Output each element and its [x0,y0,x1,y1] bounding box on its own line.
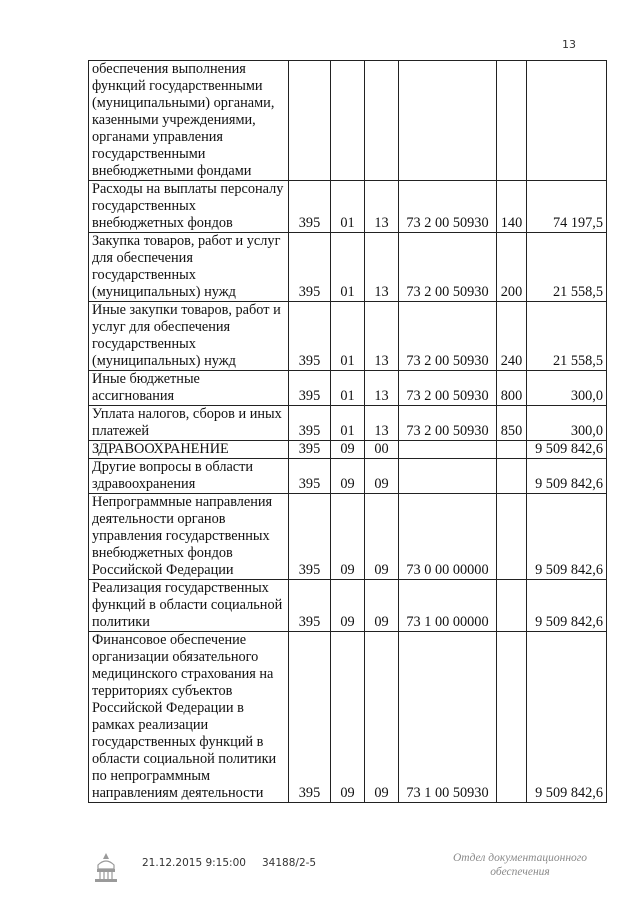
cell-target-article: 73 1 00 00000 [399,580,497,632]
cell-name: Расходы на выплаты персоналу государственных внебюджетных фондов [89,181,289,233]
footer-date: 21.12.2015 9:15:00 [142,857,246,869]
cell-section: 01 [331,302,365,371]
cell-name: Уплата налогов, сборов и иных платежей [89,406,289,441]
table-row [89,61,607,181]
cell-expense-type: 200 [497,233,527,302]
cell-section: 09 [331,459,365,494]
cell-target-article: 73 2 00 50930 [399,233,497,302]
cell-sum [527,61,607,181]
cell-target-article: 73 2 00 50930 [399,302,497,371]
footer-document-code: 34188/2-5 [262,857,317,869]
cell-ministry: 395 [289,302,331,371]
cell-section: 01 [331,181,365,233]
cell-name: Непрограммные направления деятельности органов управления государственных внебюджетных фондов Российской Федерации [89,494,289,580]
cell-ministry: 395 [289,371,331,406]
cell-name: Закупка товаров, работ и услуг для обеспечения государственных (муниципальных) нужд [89,233,289,302]
table-row [89,459,607,494]
cell-expense-type: 240 [497,302,527,371]
cell-section: 09 [331,441,365,459]
cell-target-article [399,441,497,459]
cell-expense-type [497,61,527,181]
cell-target-article [399,61,497,181]
table-row [89,632,607,803]
cell-name: Реализация государственных функций в области социальной политики [89,580,289,632]
cell-name: ЗДРАВООХРАНЕНИЕ [89,441,289,459]
department-stamp [440,851,600,879]
cell-ministry: 395 [289,494,331,580]
cell-sum: 21 558,5 [527,233,607,302]
cell-expense-type [497,459,527,494]
cell-ministry: 395 [289,181,331,233]
cell-name: Иные бюджетные ассигнования [89,371,289,406]
cell-ministry [289,61,331,181]
table-row [89,580,607,632]
cell-ministry: 395 [289,580,331,632]
cell-ministry: 395 [289,441,331,459]
cell-subsection: 09 [365,459,399,494]
table-row [89,441,607,459]
cell-section: 09 [331,494,365,580]
cell-sum: 74 197,5 [527,181,607,233]
cell-subsection: 13 [365,181,399,233]
cell-subsection [365,61,399,181]
table-row [89,494,607,580]
page-number: 13 [562,38,576,51]
cell-section [331,61,365,181]
cell-subsection: 00 [365,441,399,459]
page-footer [0,845,640,905]
cell-sum: 9 509 842,6 [527,459,607,494]
cell-expense-type: 140 [497,181,527,233]
cell-section: 09 [331,580,365,632]
cell-subsection: 13 [365,233,399,302]
budget-table [88,60,607,803]
cell-subsection: 09 [365,494,399,580]
cell-subsection: 13 [365,302,399,371]
stamp-line-2: обеспечения [490,866,550,878]
cell-expense-type [497,580,527,632]
cell-ministry: 395 [289,632,331,803]
cell-subsection: 09 [365,632,399,803]
stamp-line-1: Отдел документационного [452,852,588,864]
cell-sum: 300,0 [527,371,607,406]
cell-sum: 21 558,5 [527,302,607,371]
cell-section: 01 [331,233,365,302]
cell-ministry: 395 [289,459,331,494]
cell-sum: 9 509 842,6 [527,580,607,632]
cell-sum: 9 509 842,6 [527,441,607,459]
table-row [89,371,607,406]
cell-expense-type: 850 [497,406,527,441]
cell-section: 09 [331,632,365,803]
cell-section: 01 [331,406,365,441]
cell-expense-type [497,494,527,580]
table-row [89,406,607,441]
cell-target-article: 73 2 00 50930 [399,371,497,406]
cell-name: Иные закупки товаров, работ и услуг для обеспечения государственных (муниципальных) нужд [89,302,289,371]
cell-sum: 9 509 842,6 [527,632,607,803]
cell-target-article [399,459,497,494]
cell-subsection: 13 [365,406,399,441]
cell-subsection: 13 [365,371,399,406]
cell-target-article: 73 2 00 50930 [399,181,497,233]
cell-target-article: 73 2 00 50930 [399,406,497,441]
cell-section: 01 [331,371,365,406]
table-row [89,181,607,233]
cell-target-article: 73 1 00 50930 [399,632,497,803]
table-row [89,233,607,302]
cell-sum: 300,0 [527,406,607,441]
cell-expense-type [497,441,527,459]
cell-target-article: 73 0 00 00000 [399,494,497,580]
cell-sum: 9 509 842,6 [527,494,607,580]
cell-ministry: 395 [289,406,331,441]
emblem-icon [93,851,119,885]
cell-ministry: 395 [289,233,331,302]
cell-name: Финансовое обеспечение организации обязательного медицинского страхования на территориях субъектов Российской Федерации в рамках реализации государственных функций в области социальной политики по непрограммным направлениям деятельности [89,632,289,803]
cell-expense-type: 800 [497,371,527,406]
budget-table-body [89,61,607,803]
cell-subsection: 09 [365,580,399,632]
table-row [89,302,607,371]
cell-expense-type [497,632,527,803]
cell-name: Другие вопросы в области здравоохранения [89,459,289,494]
cell-name: обеспечения выполнения функций государственными (муниципальными) органами, казенными учреждениями, органами управления государственными внебюджетными фондами [89,61,289,181]
